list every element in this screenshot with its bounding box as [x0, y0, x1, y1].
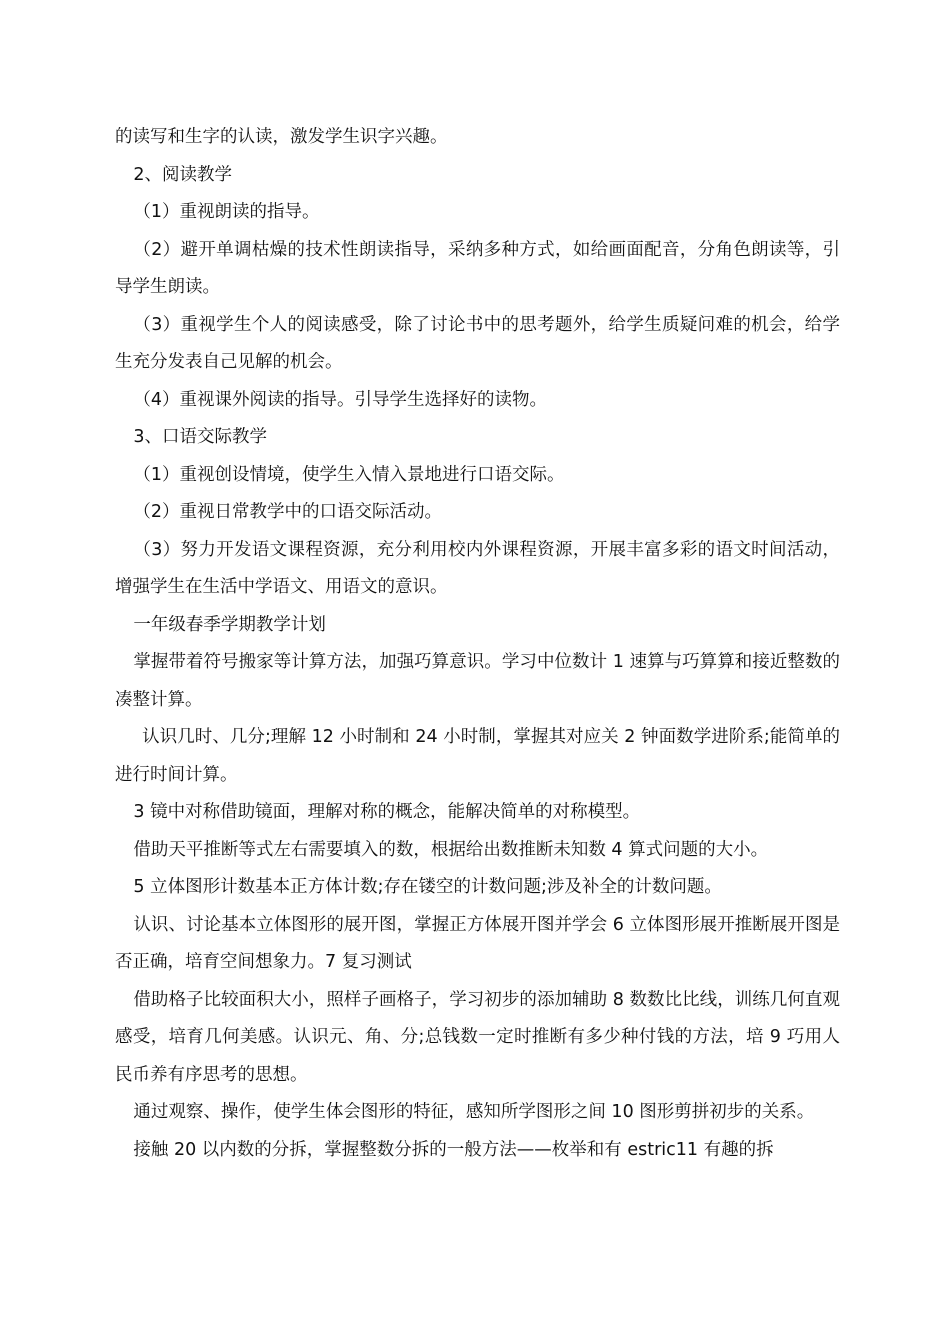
section-heading: 一年级春季学期教学计划 — [133, 614, 326, 635]
paragraph: 3 镜中对称借助镜面，理解对称的概念，能解决简单的对称模型。 — [133, 802, 641, 822]
section-heading: 3、口语交际教学 — [133, 427, 268, 447]
paragraph: （1）重视创设情境，使学生入情入景地进行口语交际。 — [133, 464, 565, 485]
paragraph: （3）努力开发语文课程资源，充分利用校内外课程资源，开展丰富多彩的语文时间活动，增强学生在生活中学语文、用语文的意识。 — [115, 539, 840, 597]
section-heading: 2、阅读教学 — [133, 164, 233, 185]
paragraph: （2）避开单调枯燥的技术性朗读指导，采纳多种方式，如给画面配音，分角色朗读等，引导学生朗读。 — [115, 239, 840, 297]
paragraph: 掌握带着符号搬家等计算方法，加强巧算意识。学习中位数计 1 速算与巧算算和接近整数的凑整计算。 — [115, 652, 840, 710]
paragraph: 借助天平推断等式左右需要填入的数，根据给出数推断未知数 4 算式问题的大小。 — [133, 839, 769, 860]
paragraph: （3）重视学生个人的阅读感受，除了讨论书中的思考题外，给学生质疑问难的机会，给学生充分发表自己见解的机会。 — [115, 314, 840, 372]
paragraph: 借助格子比较面积大小，照样子画格子，学习初步的添加辅助 8 数数比比线，训练几何直观感受，培育几何美感。认识元、角、分;总钱数一定时推断有多少种付钱的方法，培 9 巧用人民币养有序思考的思想。 — [115, 989, 840, 1085]
paragraph: （2）重视日常教学中的口语交际活动。 — [133, 502, 443, 522]
paragraph: 认识、讨论基本立体图形的展开图，掌握正方体展开图并学会 6 立体图形展开推断展开图是否正确，培育空间想象力。7 复习测试 — [115, 914, 840, 972]
paragraph: 的读写和生字的认读，激发学生识字兴趣。 — [115, 127, 448, 147]
document-body — [115, 119, 840, 1169]
paragraph: 认识几时、几分;理解 12 小时制和 24 小时制，掌握其对应关 2 钟面数学进阶系;能简单的进行时间计算。 — [115, 727, 840, 785]
paragraph: 通过观察、操作，使学生体会图形的特征，感知所学图形之间 10 图形剪拼初步的关系。 — [133, 1102, 815, 1122]
paragraph: （1）重视朗读的指导。 — [133, 202, 320, 222]
paragraph: （4）重视课外阅读的指导。引导学生选择好的读物。 — [133, 389, 548, 410]
paragraph: 5 立体图形计数基本正方体计数;存在镂空的计数问题;涉及补全的计数问题。 — [133, 877, 722, 897]
paragraph: 接触 20 以内数的分拆，掌握整数分拆的一般方法——枚举和有 estric11 有趣的拆 — [133, 1139, 774, 1160]
